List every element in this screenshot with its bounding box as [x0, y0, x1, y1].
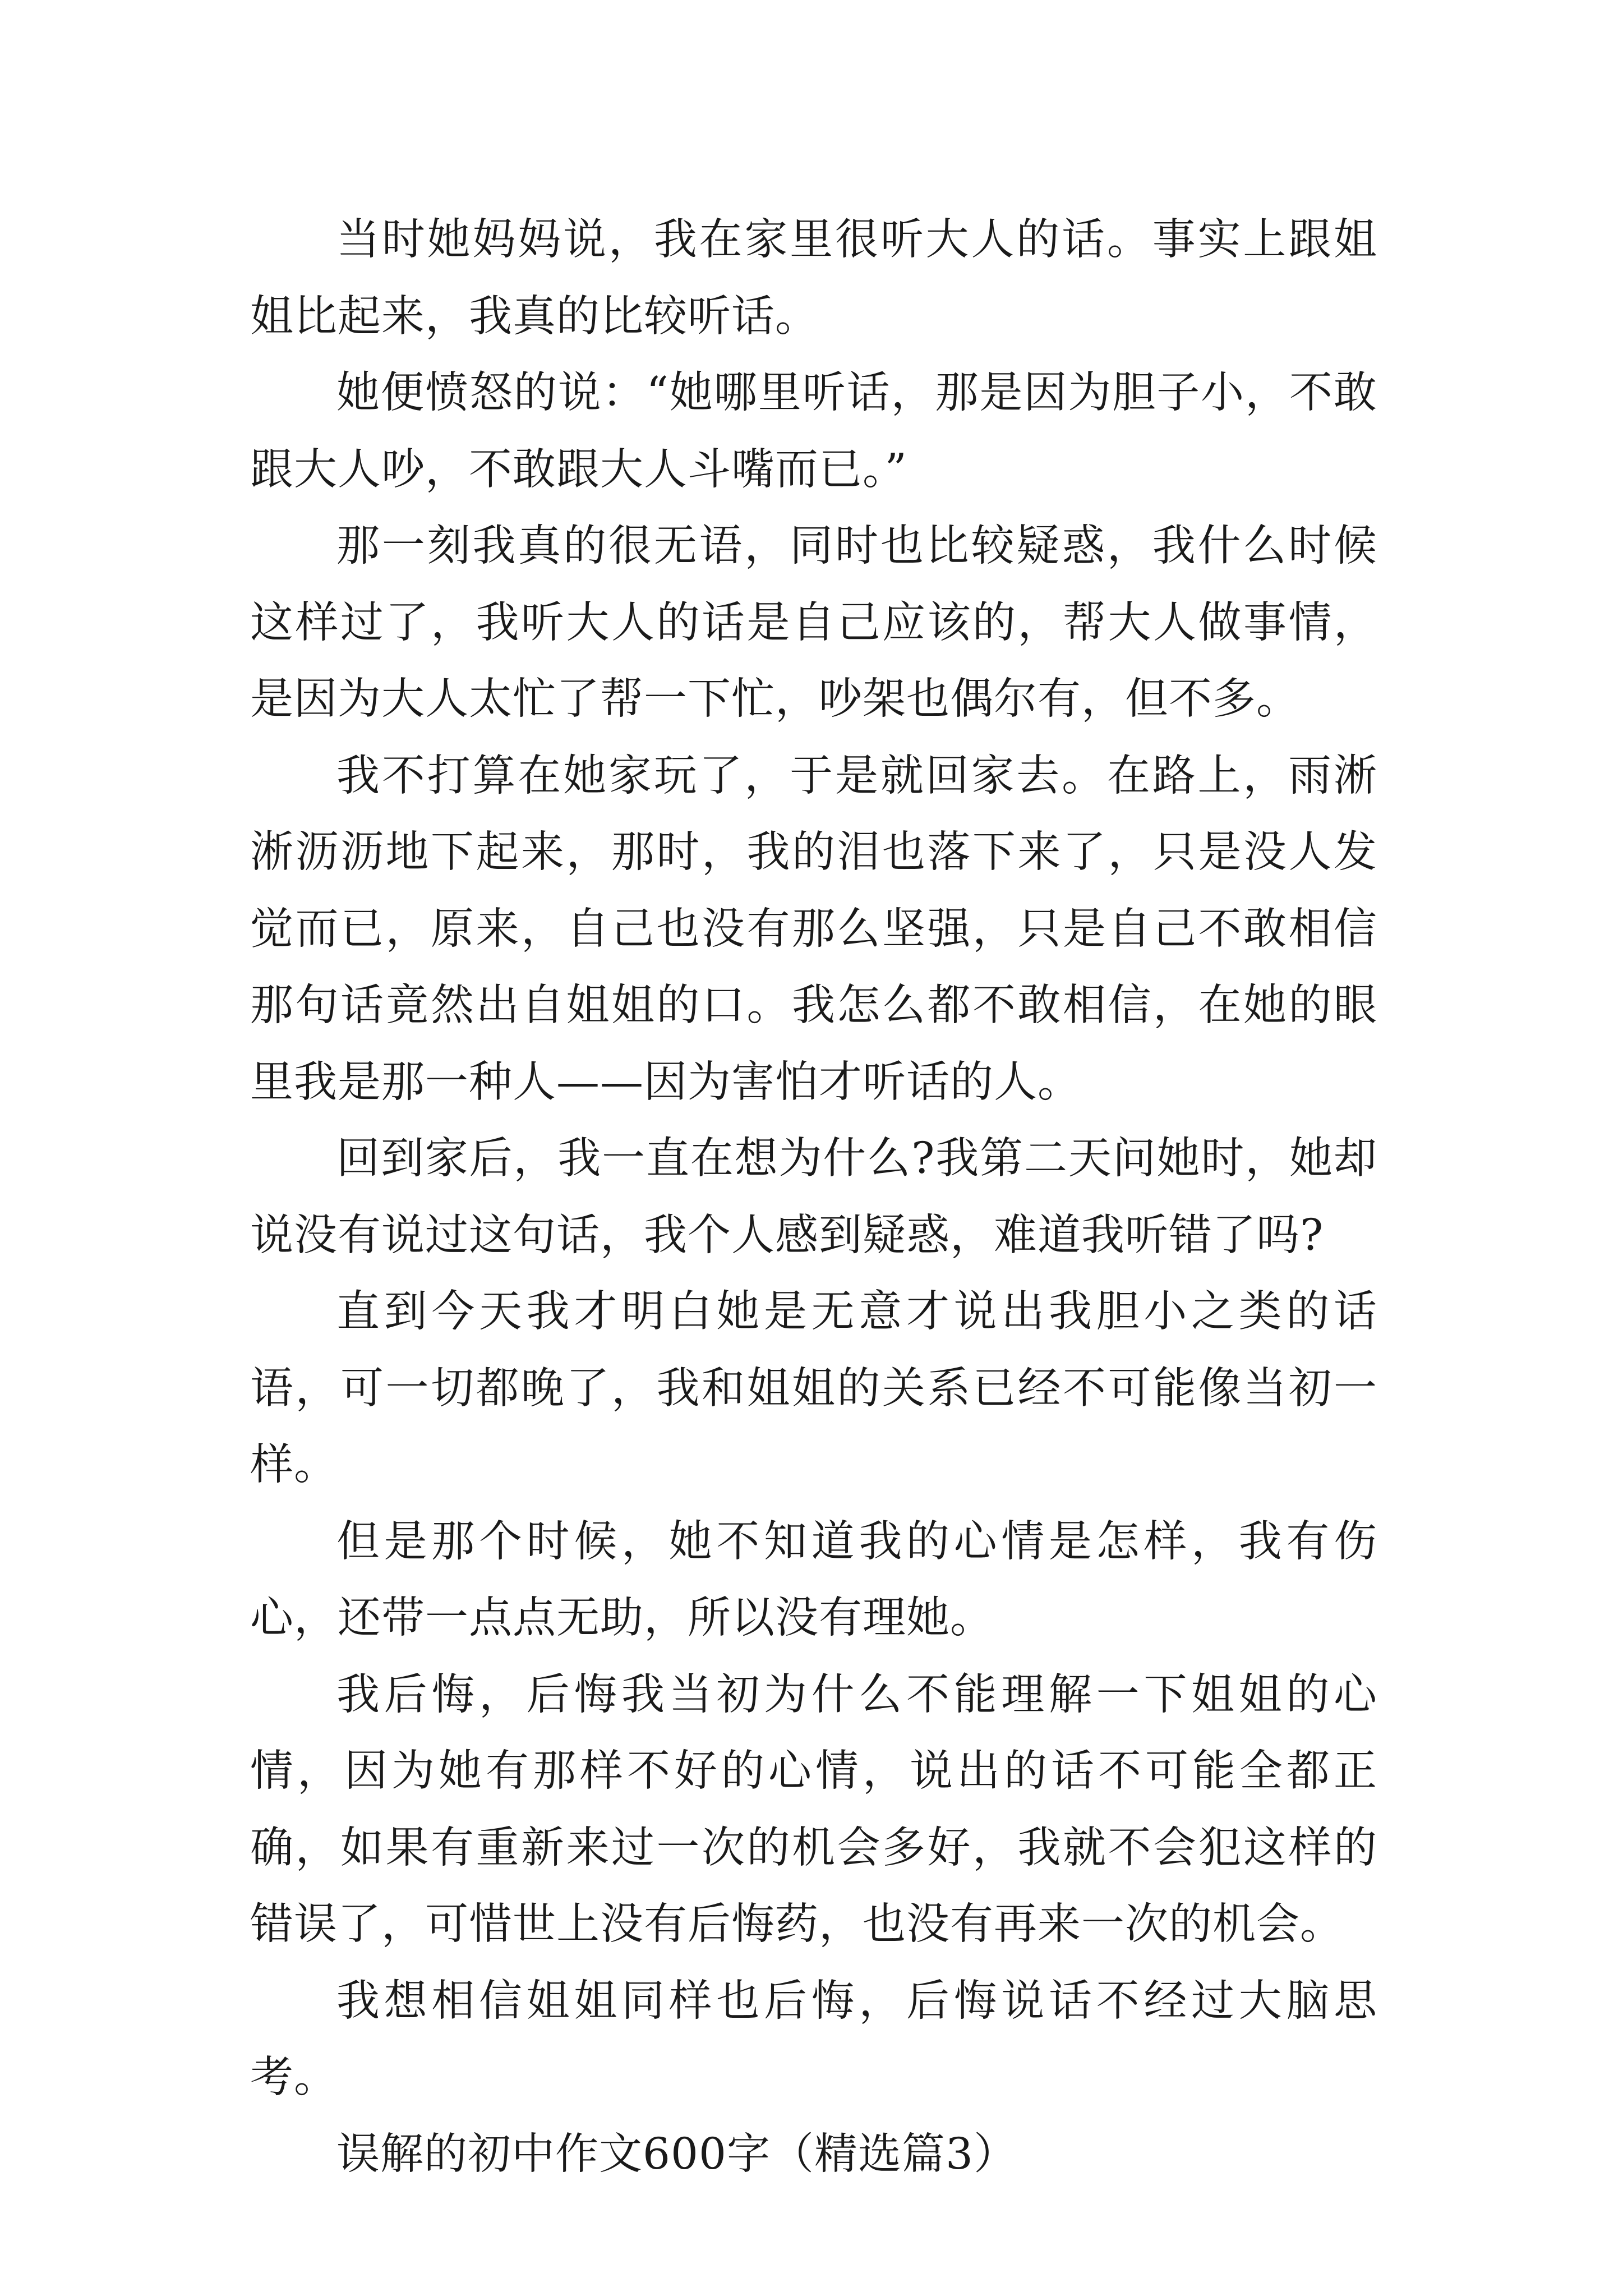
paragraph-8: 我后悔，后悔我当初为什么不能理解一下姐姐的心情，因为她有那样不好的心情，说出的话不可能全都正确，如果有重新来过一次的机会多好，我就不会犯这样的错误了，可惜世上没有后悔药，也没有再来一次的机会。	[250, 1669, 1377, 1949]
paragraph-5: 回到家后，我一直在想为什么?我第二天问她时，她却说没有说过这句话，我个人感到疑惑，难道我听错了吗?	[250, 1134, 1377, 1260]
paragraph-2: 她便愤怒的说：“她哪里听话，那是因为胆子小，不敢跟大人吵，不敢跟大人斗嘴而已。”	[250, 368, 1377, 495]
paragraph-7: 但是那个时候，她不知道我的心情是怎样，我有伤心，还带一点点无助，所以没有理她。	[250, 1516, 1377, 1643]
paragraph-6: 直到今天我才明白她是无意才说出我胆小之类的话语，可一切都晚了，我和姐姐的关系已经不可能像当初一样。	[250, 1287, 1377, 1490]
paragraph-3: 那一刻我真的很无语，同时也比较疑惑，我什么时候这样过了，我听大人的话是自己应该的，帮大人做事情，是因为大人太忙了帮一下忙，吵架也偶尔有，但不多。	[250, 521, 1377, 724]
paragraph-1: 当时她妈妈说，我在家里很听大人的话。事实上跟姐姐比起来，我真的比较听话。	[250, 215, 1377, 342]
paragraph-4: 我不打算在她家玩了，于是就回家去。在路上，雨淅淅沥沥地下起来，那时，我的泪也落下来了，只是没人发觉而已，原来，自己也没有那么坚强，只是自己不敢相信那句话竟然出自姐姐的口。我怎么都不敢相信，在她的眼里我是那一种人——因为害怕才听话的人。	[250, 751, 1377, 1107]
paragraph-9: 我想相信姐姐同样也后悔，后悔说话不经过大脑思考。	[250, 1976, 1377, 2102]
document-body	[250, 202, 1377, 2193]
section-heading: 误解的初中作文600字（精选篇3）	[336, 2129, 1017, 2179]
